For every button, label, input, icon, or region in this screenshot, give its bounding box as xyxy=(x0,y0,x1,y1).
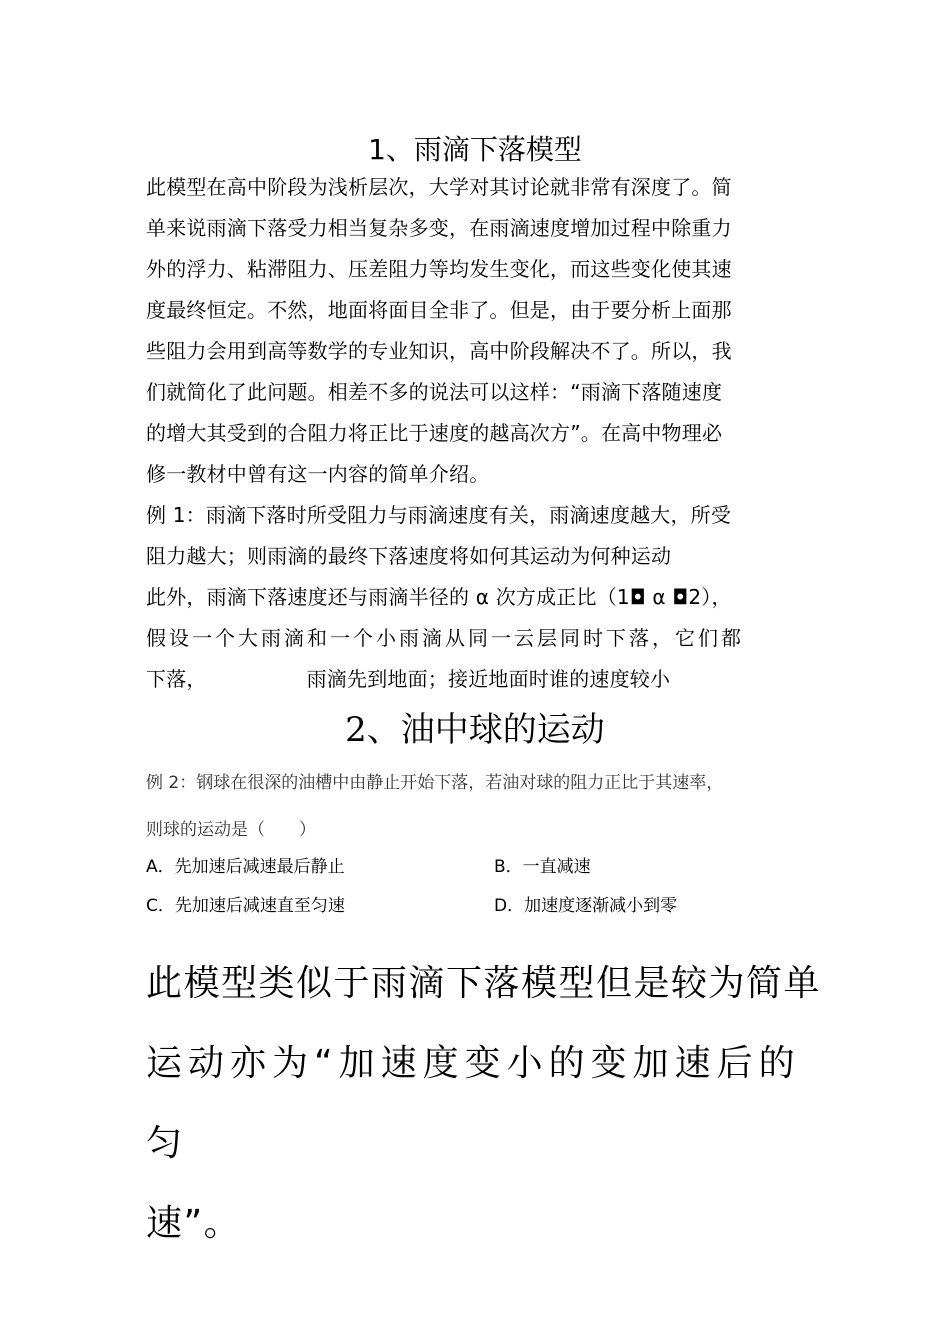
example-line: 例 1：雨滴下落时所受阻力与雨滴速度有关，雨滴速度越大，所受 xyxy=(146,503,732,527)
option-a: A．先加速后减速最后静止 xyxy=(146,857,345,877)
paragraph-line: 此模型在高中阶段为浅析层次，大学对其讨论就非常有深度了。简 xyxy=(146,175,732,199)
option-b: B．一直减速 xyxy=(494,857,591,877)
paragraph-line: 外的浮力、粘滞阻力、压差阻力等均发生变化，而这些变化使其速 xyxy=(146,257,732,281)
example-line: 假设一个大雨滴和一个小雨滴从同一云层同时下落，它们都 xyxy=(146,626,744,650)
example-line-tail: 雨滴先到地面；接近地面时谁的速度较小 xyxy=(306,667,671,691)
option-c: C．先加速后减速直至匀速 xyxy=(146,896,345,916)
example-line: 此外，雨滴下落速度还与雨滴半径的 α 次方成正比（1◘ α ◘2）， xyxy=(146,585,732,609)
section1-title: 1、雨滴下落模型 xyxy=(368,133,582,166)
paragraph-line: 的增大其受到的合阻力将正比于速度的越高次方”。在高中物理必 xyxy=(146,421,723,445)
example-line-last xyxy=(146,659,806,700)
section2-title: 2、油中球的运动 xyxy=(345,710,605,750)
paragraph-line: 度最终恒定。不然，地面将面目全非了。但是，由于要分析上面那 xyxy=(146,298,732,322)
question-line-2: 则球的运动是（ ） xyxy=(146,820,316,840)
summary-line: 速”。 xyxy=(146,1203,242,1244)
paragraph-line: 些阻力会用到高等数学的专业知识，高中阶段解决不了。所以，我 xyxy=(146,339,732,363)
example-line: 阻力越大；则雨滴的最终下落速度将如何其运动为何种运动 xyxy=(146,544,672,568)
example-line-head: 下落， xyxy=(146,667,207,691)
paragraph-line: 们就简化了此问题。相差不多的说法可以这样：“雨滴下落随速度 xyxy=(146,380,723,404)
paragraph-line: 修一教材中曾有这一内容的简单介绍。 xyxy=(146,462,490,486)
paragraph-line: 单来说雨滴下落受力相当复杂多变，在雨滴速度增加过程中除重力 xyxy=(146,216,732,240)
option-d: D．加速度逐渐减小到零 xyxy=(494,896,678,916)
summary-line: 此模型类似于雨滴下落模型但是较为简单 xyxy=(146,963,822,1004)
section1-body xyxy=(146,167,806,700)
summary-text xyxy=(146,944,826,1264)
summary-line: 运动亦为“加速度变小的变加速后的匀 xyxy=(146,1043,801,1164)
question-line-1: 例 2：钢球在很深的油槽中由静止开始下落，若油对球的阻力正比于其速率， xyxy=(146,773,724,793)
